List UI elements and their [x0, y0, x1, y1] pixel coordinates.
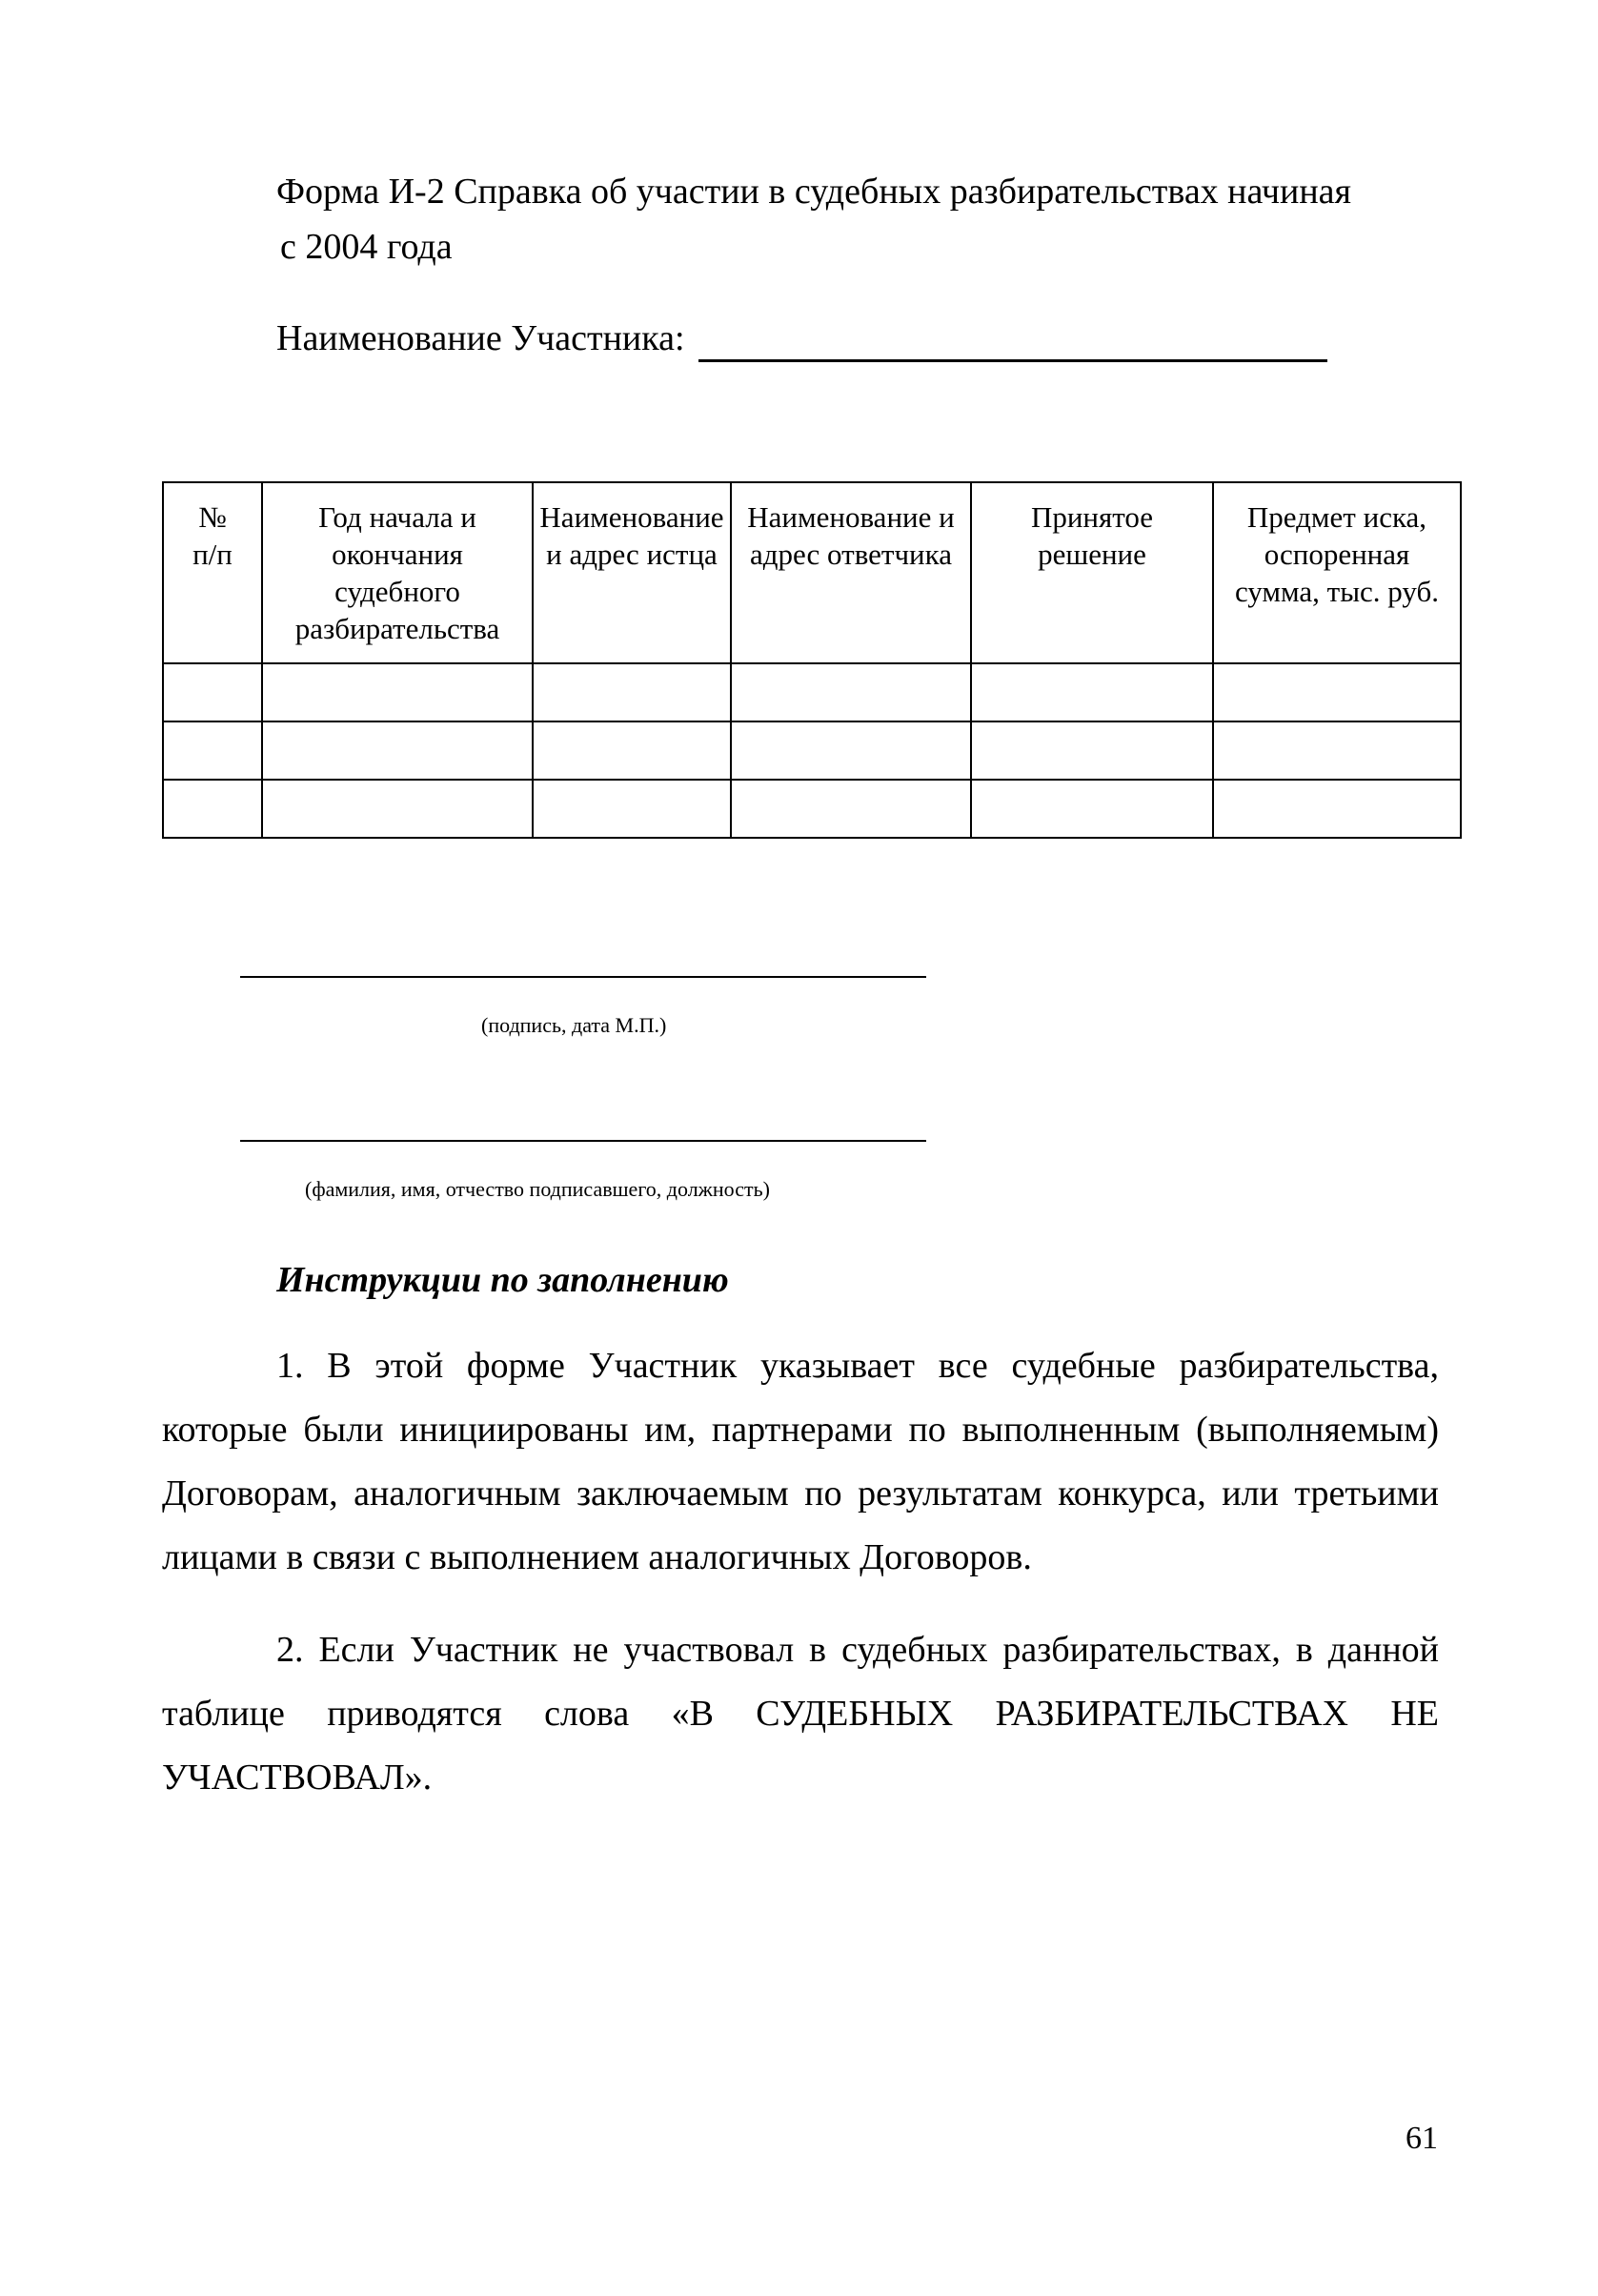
- name-position-caption: (фамилия, имя, отчество подписавшего, должность): [305, 1177, 770, 1201]
- table-cell[interactable]: [163, 663, 262, 721]
- table-cell[interactable]: [731, 721, 971, 780]
- header-plaintiff: Наименование и адрес истца: [533, 482, 731, 663]
- table-cell[interactable]: [1213, 663, 1461, 721]
- table-cell[interactable]: [262, 721, 533, 780]
- table-row: [163, 780, 1461, 838]
- table-cell[interactable]: [971, 663, 1213, 721]
- header-decision: Принятое решение: [971, 482, 1213, 663]
- form-title-line1: Форма И-2 Справка об участии в судебных разбирательствах начиная: [276, 172, 1351, 212]
- table-cell[interactable]: [1213, 780, 1461, 838]
- table-cell[interactable]: [163, 721, 262, 780]
- form-title-line2: с 2004 года: [280, 227, 453, 267]
- table-cell[interactable]: [731, 780, 971, 838]
- header-number: № п/п: [163, 482, 262, 663]
- participant-label: Наименование Участника:: [276, 318, 685, 358]
- page-number: 61: [1406, 2121, 1438, 2156]
- name-position-line[interactable]: [240, 1140, 926, 1142]
- table-cell[interactable]: [971, 721, 1213, 780]
- signature-line[interactable]: [240, 976, 926, 978]
- header-defendant: Наименование и адрес ответчика: [731, 482, 971, 663]
- court-cases-table: [162, 481, 1462, 839]
- participant-row: [276, 315, 1327, 362]
- instruction-item-2: 2. Если Участник не участвовал в судебных разбирательствах, в данной таблице приводятся слова «В СУДЕБНЫХ РАЗБИРАТЕЛЬСТВАХ НЕ УЧАСТВОВАЛ».: [162, 1630, 1439, 1798]
- form-title: [276, 164, 1458, 274]
- table-cell[interactable]: [163, 780, 262, 838]
- header-years: Год начала и окончания судебного разбирательства: [262, 482, 533, 663]
- table-row: [163, 721, 1461, 780]
- table-cell[interactable]: [731, 663, 971, 721]
- table-header-row: [163, 482, 1461, 663]
- table-cell[interactable]: [262, 780, 533, 838]
- signature-caption: (подпись, дата М.П.): [481, 1013, 667, 1037]
- participant-name-blank[interactable]: [698, 321, 1327, 362]
- table-cell[interactable]: [971, 780, 1213, 838]
- instruction-item-1: 1. В этой форме Участник указывает все судебные разбирательства, которые были инициированы им, партнерами по выполненным (выполняемым) Договорам, аналогичным заключаемым по результатам конкурса, или третьими лицами в связи с выполнением аналогичных Договоров.: [162, 1346, 1439, 1577]
- header-claim: Предмет иска, оспоренная сумма, тыс. руб.: [1213, 482, 1461, 663]
- table-cell[interactable]: [533, 663, 731, 721]
- table-row: [163, 663, 1461, 721]
- table-cell[interactable]: [1213, 721, 1461, 780]
- instructions-title: Инструкции по заполнению: [276, 1260, 729, 1300]
- table-cell[interactable]: [533, 780, 731, 838]
- table-cell[interactable]: [533, 721, 731, 780]
- table-cell[interactable]: [262, 663, 533, 721]
